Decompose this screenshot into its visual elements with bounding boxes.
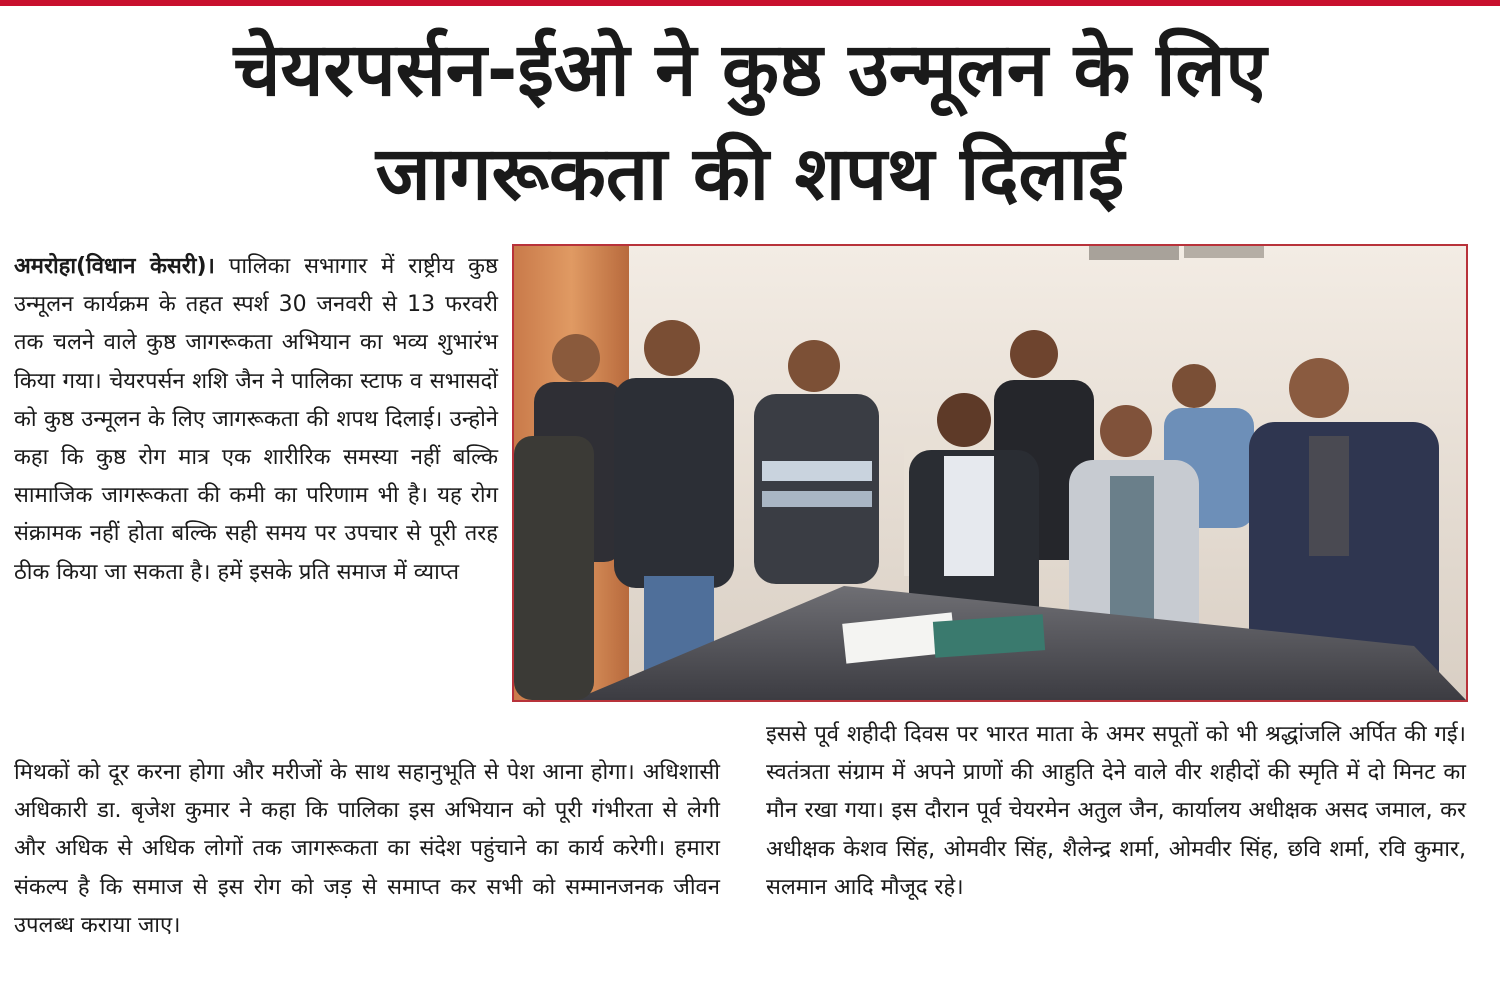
article-text-top: पालिका सभागार में राष्ट्रीय कुष्ठ उन्मूलन कार्यक्रम के तहत स्पर्श 30 जनवरी से 13 फरवरी तक चलने वाले कुष्ठ जागरूकता अभियान का भव्य शुभारंभ किया गया। चेयरपर्सन शशि जैन ने पालिका स्टाफ व सभासदों को कुष्ठ उन्मूलन के लिए जागरूकता की शपथ दिलाई। उन्होने कहा कि कुष्ठ रोग मात्र एक शारीरिक समस्या नहीं बल्कि सामाजिक जागरूकता की कमी का परिणाम भी है। यह रोग संक्रामक नहीं होता बल्कि सही समय पर उपचार से पूरी तरह ठीक किया जा सकता है। हमें इसके प्रति समाज में व्याप्त [14, 254, 499, 585]
headline-line-1: चेयरपर्सन-ईओ ने कुष्ठ उन्मूलन के लिए [233, 27, 1267, 113]
headline [0, 18, 1500, 226]
news-photo [512, 244, 1468, 702]
article-text-right: इससे पूर्व शहीदी दिवस पर भारत माता के अमर सपूतों को भी श्रद्धांजलि अर्पित की गई। स्वतंत्रता संग्राम में अपने प्राणों की आहुति देने वाले वीर शहीदों की स्मृति में दो मिनट का मौन रखा गया। इस दौरान पूर्व चेयरमेन अतुल जैन, कार्यालय अधीक्षक असद जमाल, कर अधीक्षक केशव सिंह, ओमवीर सिंह, शैलेन्द्र शर्मा, ओमवीर सिंह, छवि शर्मा, रवि कुमार, सलमान आदि मौजूद रहे। [766, 722, 1466, 900]
article-paragraph-top [14, 248, 498, 592]
article-column-left-top [14, 248, 498, 592]
headline-line-2: जागरूकता की शपथ दिलाई [375, 131, 1125, 217]
article-column-right [766, 716, 1466, 907]
top-red-rule [0, 0, 1500, 6]
article-text-bottom: मिथकों को दूर करना होगा और मरीजों के साथ सहानुभूति से पेश आना होगा। अधिशासी अधिकारी डा. बृजेश कुमार ने कहा कि पालिका इस अभियान को पूरी गंभीरता से लेगी और अधिक से अधिक लोगों तक जागरूकता का संदेश पहुंचाने का कार्य करेगी। हमारा संकल्प है कि समाज से इस रोग को जड़ से समाप्त कर सभी को सम्मानजनक जीवन उपलब्ध कराया जाए। [14, 760, 720, 938]
dateline: अमरोहा(विधान केसरी)। [14, 254, 215, 279]
meeting-photo-illustration [514, 246, 1466, 700]
article-column-left-bottom [14, 754, 720, 945]
